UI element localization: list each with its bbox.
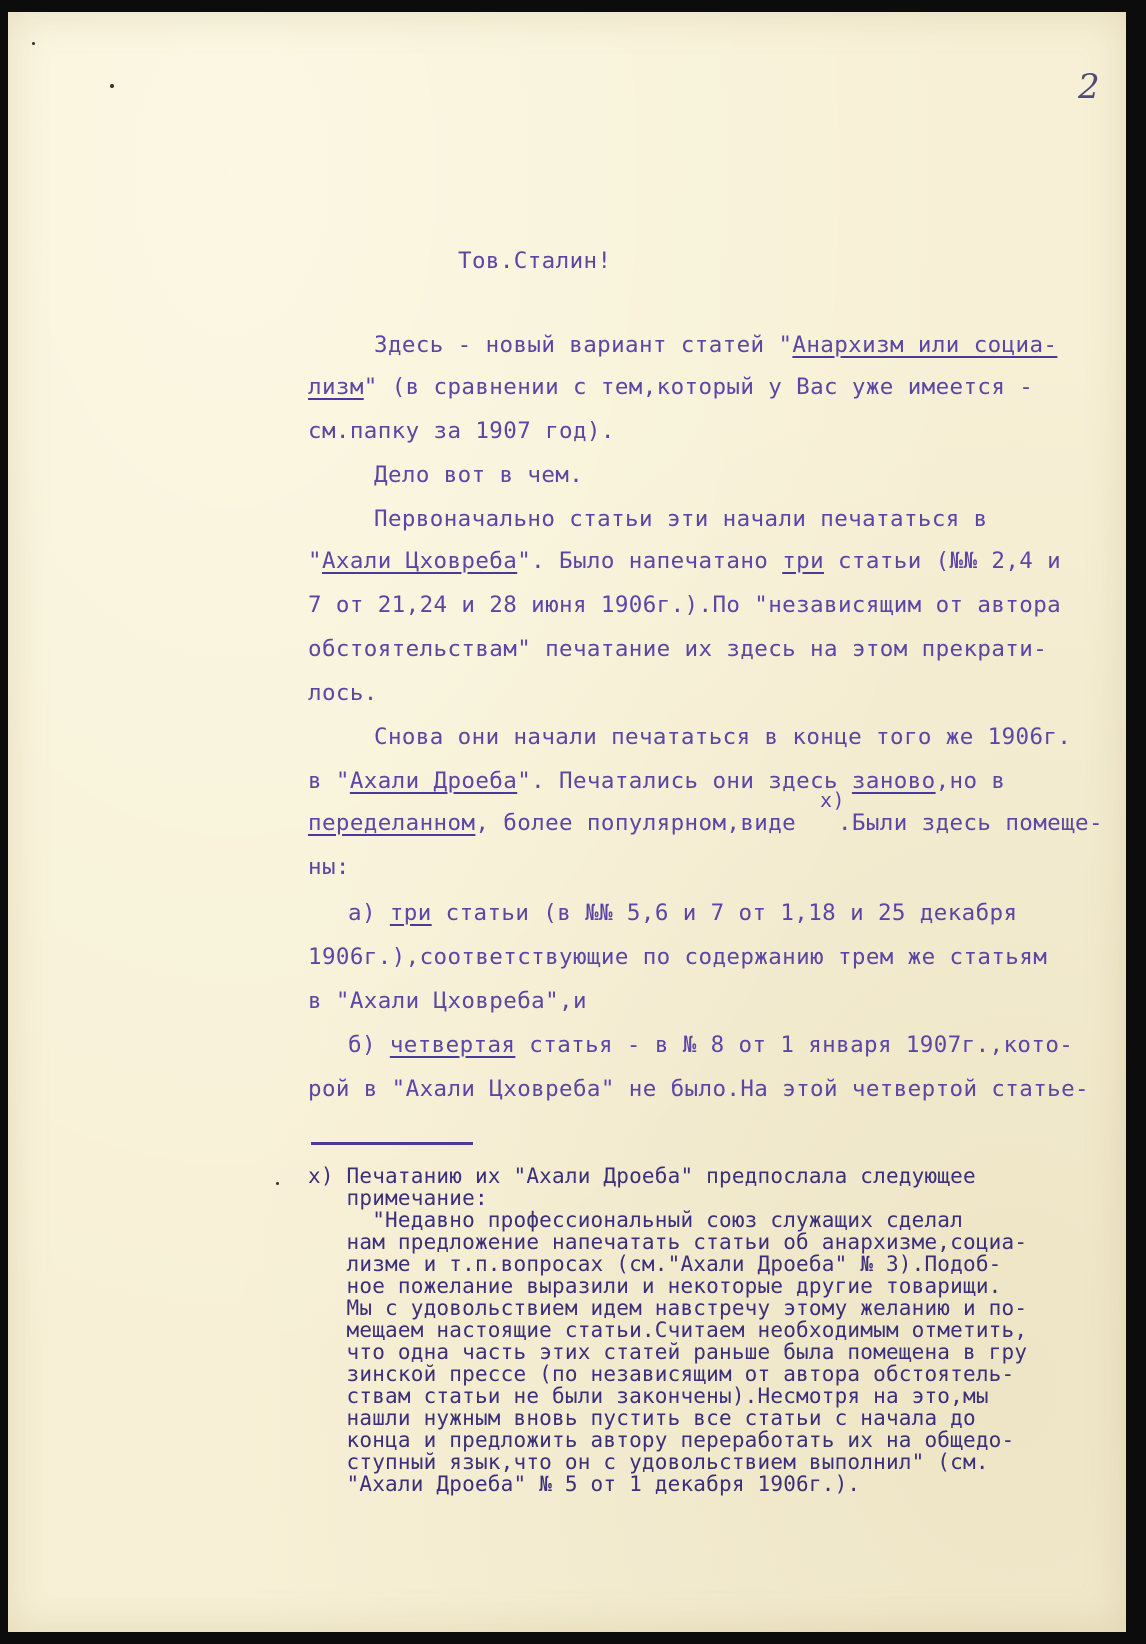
para3-line2-text: ". Было напечатано: [517, 548, 783, 574]
para3-line4: обстоятельствам" печатание их здесь на этом прекрати-: [308, 636, 1048, 662]
para1-line3: см.папку за 1907 год).: [308, 418, 615, 444]
page-number: 2: [1078, 67, 1100, 107]
footnote-marker: х): [820, 788, 845, 812]
word-underlined-reworked: переделанном: [308, 810, 476, 836]
para4-line2: [308, 770, 1005, 793]
footnote-line: примечание:: [308, 1186, 488, 1210]
footnote-line: "Ахали Дроеба" № 5 от 1 декабря 1906г.).: [308, 1472, 861, 1496]
para3-quote: ": [308, 548, 322, 574]
footnote-line: ступный язык,что он с удовольствием выполнил" (см.: [308, 1450, 989, 1474]
footnote-line: Мы с удовольствием идем навстречу этому желанию и по-: [308, 1296, 1028, 1320]
paper-speck: [32, 42, 35, 45]
word-underlined-anew: заново: [851, 768, 936, 794]
para4-line2-end: ,но в: [935, 768, 1006, 794]
item-a-marker: а): [348, 900, 390, 926]
newspaper-name-underlined: Ахали Цховреба: [321, 548, 518, 574]
item-b-underlined: четвертая: [389, 1032, 516, 1058]
article-title-underlined: Анархизм или социа-: [792, 332, 1058, 358]
footnote-rule: [311, 1142, 473, 1145]
footnote-line: зинской прессе (по независящим от автора обстоятель-: [308, 1362, 1015, 1386]
item-a-underlined: три: [389, 900, 432, 926]
para3-line1: Первоначально статьи эти начали печататься в: [374, 506, 988, 532]
footnote-line: что одна часть этих статей раньше была помещена в гру: [308, 1340, 1028, 1364]
para4-line1: Снова они начали печататься в конце того же 1906г.: [374, 724, 1072, 750]
para1-line1: [374, 334, 1057, 357]
item-a-line2: 1906г.),соответствующие по содержанию трем же статьям: [308, 944, 1048, 970]
item-b-marker: б): [348, 1032, 390, 1058]
para4-line2-start: в ": [308, 768, 350, 794]
para3-line3: 7 от 21,24 и 28 июня 1906г.).По "независящим от автора: [308, 592, 1062, 618]
footnote-line: ное пожелание выразили и некоторые другие товарищи.: [308, 1274, 1002, 1298]
item-a-line3: в "Ахали Цховреба",и: [308, 988, 587, 1014]
footnote-line: лизме и т.п.вопросах (см."Ахали Дроеба" № 3).Подоб-: [308, 1252, 1002, 1276]
para1-line1-text: Здесь - новый вариант статей ": [374, 332, 793, 358]
footnote-line: мещаем настоящие статьи.Считаем необходимым отметить,: [308, 1318, 1028, 1342]
para4-line3-text: , более популярном,виде .Были здесь помеще-: [475, 810, 1103, 836]
paper-speck: [110, 84, 114, 88]
para4-line4: ны:: [308, 854, 350, 880]
para3-line5: лось.: [308, 680, 378, 706]
item-a-line1: [348, 902, 1017, 925]
footnote-line: ствам статьи не были закончены).Несмотря на это,мы: [308, 1384, 989, 1408]
item-b-line2: рой в "Ахали Цховреба" не было.На этой четвертой статье-: [308, 1076, 1089, 1102]
footnote-line: нам предложение напечатать статьи об анархизме,социа-: [308, 1230, 1028, 1254]
para4-line3: [308, 812, 1103, 835]
footnote-line: конца и предложить автору переработать их на общедо-: [308, 1428, 1015, 1452]
paper-speck: [276, 1182, 279, 1185]
para3-line2-text-end: статьи (№№ 2,4 и: [824, 548, 1062, 574]
salutation: Тов.Сталин!: [458, 248, 612, 274]
article-title-underlined-cont: лизм: [308, 374, 364, 400]
document-sheet: [8, 12, 1126, 1632]
footnote-line: нашли нужным вновь пустить все статьи с начала до: [308, 1406, 976, 1430]
para4-line2-text: ". Печатались они здесь: [517, 768, 852, 794]
footnote-line: х) Печатанию их "Ахали Дроеба" предпослала следующее: [308, 1164, 976, 1188]
para1-line2: [308, 376, 1033, 399]
item-b-line1: [348, 1034, 1073, 1057]
para3-line2: [308, 550, 1061, 573]
item-b-line1-text: статья - в № 8 от 1 января 1907г.,кото-: [515, 1032, 1074, 1058]
para2-line1: Дело вот в чем.: [374, 462, 584, 488]
item-a-line1-text: статьи (в №№ 5,6 и 7 от 1,18 и 25 декабря: [431, 900, 1018, 926]
para1-line2-text: " (в сравнении с тем,который у Вас уже имеется -: [363, 374, 1034, 400]
count-underlined: три: [782, 548, 825, 574]
footnote-line: "Недавно профессиональный союз служащих сделал: [308, 1208, 963, 1232]
newspaper-name-underlined-2: Ахали Дроеба: [349, 768, 518, 794]
